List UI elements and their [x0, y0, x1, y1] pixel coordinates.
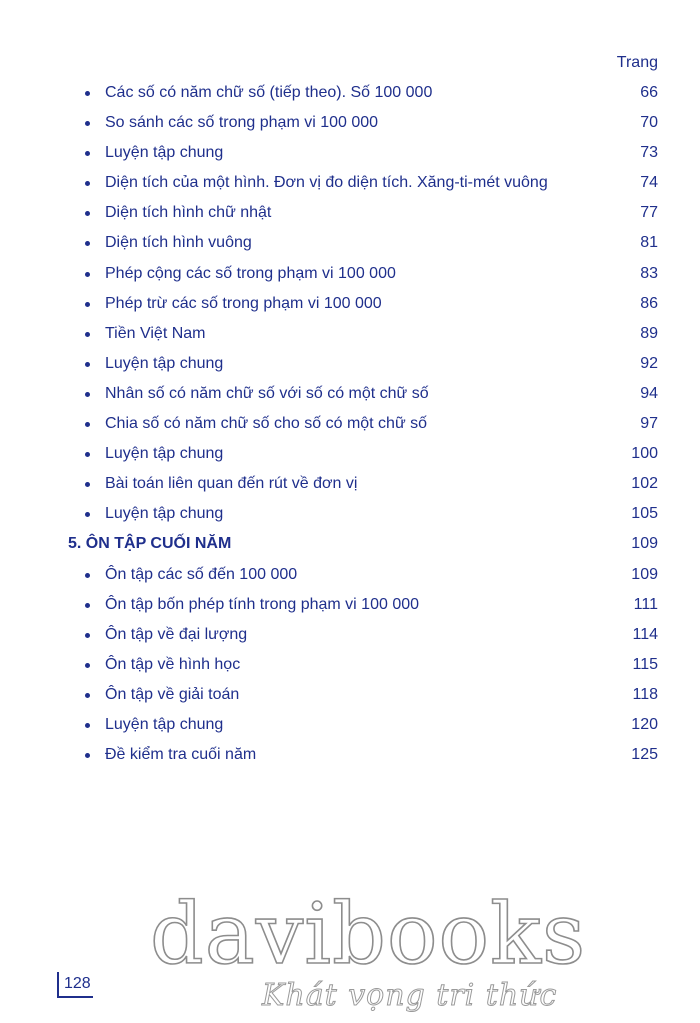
toc-item: [0, 409, 700, 439]
bullet-icon: [85, 151, 90, 156]
toc-title: Luyện tập chung: [105, 445, 224, 463]
toc-page-number: 97: [640, 415, 658, 433]
toc-item: [0, 710, 700, 740]
toc-page-number: 83: [640, 264, 658, 282]
toc-item: [0, 439, 700, 469]
watermark-tagline: Khát vọng tri thức: [262, 978, 558, 1013]
bullet-icon: [85, 302, 90, 307]
toc-item: [0, 469, 700, 499]
toc-title: Diện tích hình chữ nhật: [105, 204, 272, 222]
bullet-icon: [85, 512, 90, 517]
toc-item: [0, 198, 700, 228]
table-of-contents: [0, 78, 700, 770]
toc-title: Luyện tập chung: [105, 354, 224, 372]
bullet-icon: [85, 693, 90, 698]
bullet-icon: [85, 211, 90, 216]
toc-item: [0, 228, 700, 258]
toc-page-number: 125: [631, 746, 658, 764]
bullet-icon: [85, 91, 90, 96]
toc-item: [0, 379, 700, 409]
toc-item: [0, 108, 700, 138]
toc-title: Ôn tập các số đến 100 000: [105, 565, 298, 583]
toc-item: [0, 168, 700, 198]
bullet-icon: [85, 362, 90, 367]
toc-title: Luyện tập chung: [105, 715, 224, 733]
toc-page-number: 109: [631, 565, 658, 583]
toc-page-number: 114: [632, 625, 658, 643]
bullet-icon: [85, 332, 90, 337]
bullet-icon: [85, 181, 90, 186]
toc-title: Ôn tập về đại lượng: [105, 625, 248, 643]
toc-page-number: 100: [631, 445, 658, 463]
toc-title: Đề kiểm tra cuối năm: [105, 746, 257, 764]
page-number: 128: [57, 972, 93, 998]
bullet-icon: [85, 422, 90, 427]
toc-page-number: 73: [640, 144, 658, 162]
toc-page-number: 120: [631, 715, 658, 733]
toc-page-number: 74: [640, 174, 658, 192]
bullet-icon: [85, 392, 90, 397]
bullet-icon: [85, 723, 90, 728]
toc-title: Phép cộng các số trong phạm vi 100 000: [105, 264, 396, 282]
bullet-icon: [85, 121, 90, 126]
toc-title: Diện tích hình vuông: [105, 234, 252, 252]
toc-title: Các số có năm chữ số (tiếp theo). Số 100 000: [105, 84, 433, 101]
watermark-brand: davibooks: [150, 885, 587, 983]
toc-title: 5. ÔN TẬP CUỐI NĂM: [68, 535, 232, 553]
toc-page-number: 86: [640, 294, 658, 312]
toc-item: [0, 259, 700, 289]
toc-page-number: 92: [640, 354, 658, 372]
toc-item: [0, 138, 700, 168]
toc-item: [0, 650, 700, 680]
toc-item: [0, 349, 700, 379]
toc-title: So sánh các số trong phạm vi 100 000: [105, 114, 379, 132]
toc-title: Luyện tập chung: [105, 505, 224, 523]
toc-page-number: 66: [640, 84, 658, 101]
toc-page-number: 115: [632, 655, 658, 673]
toc-page-number: 102: [631, 475, 658, 493]
toc-title: Chia số có năm chữ số cho số có một chữ số: [105, 415, 428, 433]
toc-item: [0, 620, 700, 650]
toc-title: Phép trừ các số trong phạm vi 100 000: [105, 294, 382, 312]
toc-item: [0, 740, 700, 770]
toc-page-number: 111: [633, 595, 658, 613]
toc-title: Bài toán liên quan đến rút về đơn vị: [105, 475, 358, 493]
toc-title: Ôn tập bốn phép tính trong phạm vi 100 000: [105, 595, 420, 613]
toc-page-number: 70: [640, 114, 658, 132]
toc-page-number: 89: [640, 324, 658, 342]
toc-item: [0, 289, 700, 319]
bullet-icon: [85, 663, 90, 668]
toc-page-number: 109: [631, 535, 658, 553]
bullet-icon: [85, 603, 90, 608]
toc-title: Luyện tập chung: [105, 144, 224, 162]
toc-page-number: 81: [640, 234, 658, 252]
toc-title: Ôn tập về hình học: [105, 655, 241, 673]
toc-page-number: 77: [640, 204, 658, 222]
toc-item: [0, 680, 700, 710]
bullet-icon: [85, 633, 90, 638]
toc-title: Diện tích của một hình. Đơn vị đo diện tích. Xăng-ti-mét vuông: [105, 174, 548, 192]
toc-title: Nhân số có năm chữ số với số có một chữ số: [105, 384, 429, 402]
bullet-icon: [85, 482, 90, 487]
toc-page-number: 94: [640, 384, 658, 402]
toc-item: [0, 319, 700, 349]
toc-page-number: 118: [632, 685, 658, 703]
page-column-label: Trang: [616, 54, 658, 71]
toc-section: [0, 529, 700, 559]
toc-item: [0, 78, 700, 108]
bullet-icon: [85, 753, 90, 758]
bullet-icon: [85, 241, 90, 246]
toc-title: Tiền Việt Nam: [105, 324, 206, 342]
bullet-icon: [85, 452, 90, 457]
toc-item: [0, 560, 700, 590]
toc-title: Ôn tập về giải toán: [105, 685, 240, 703]
toc-item: [0, 499, 700, 529]
bullet-icon: [85, 272, 90, 277]
toc-page-number: 105: [631, 505, 658, 523]
toc-item: [0, 590, 700, 620]
bullet-icon: [85, 573, 90, 578]
